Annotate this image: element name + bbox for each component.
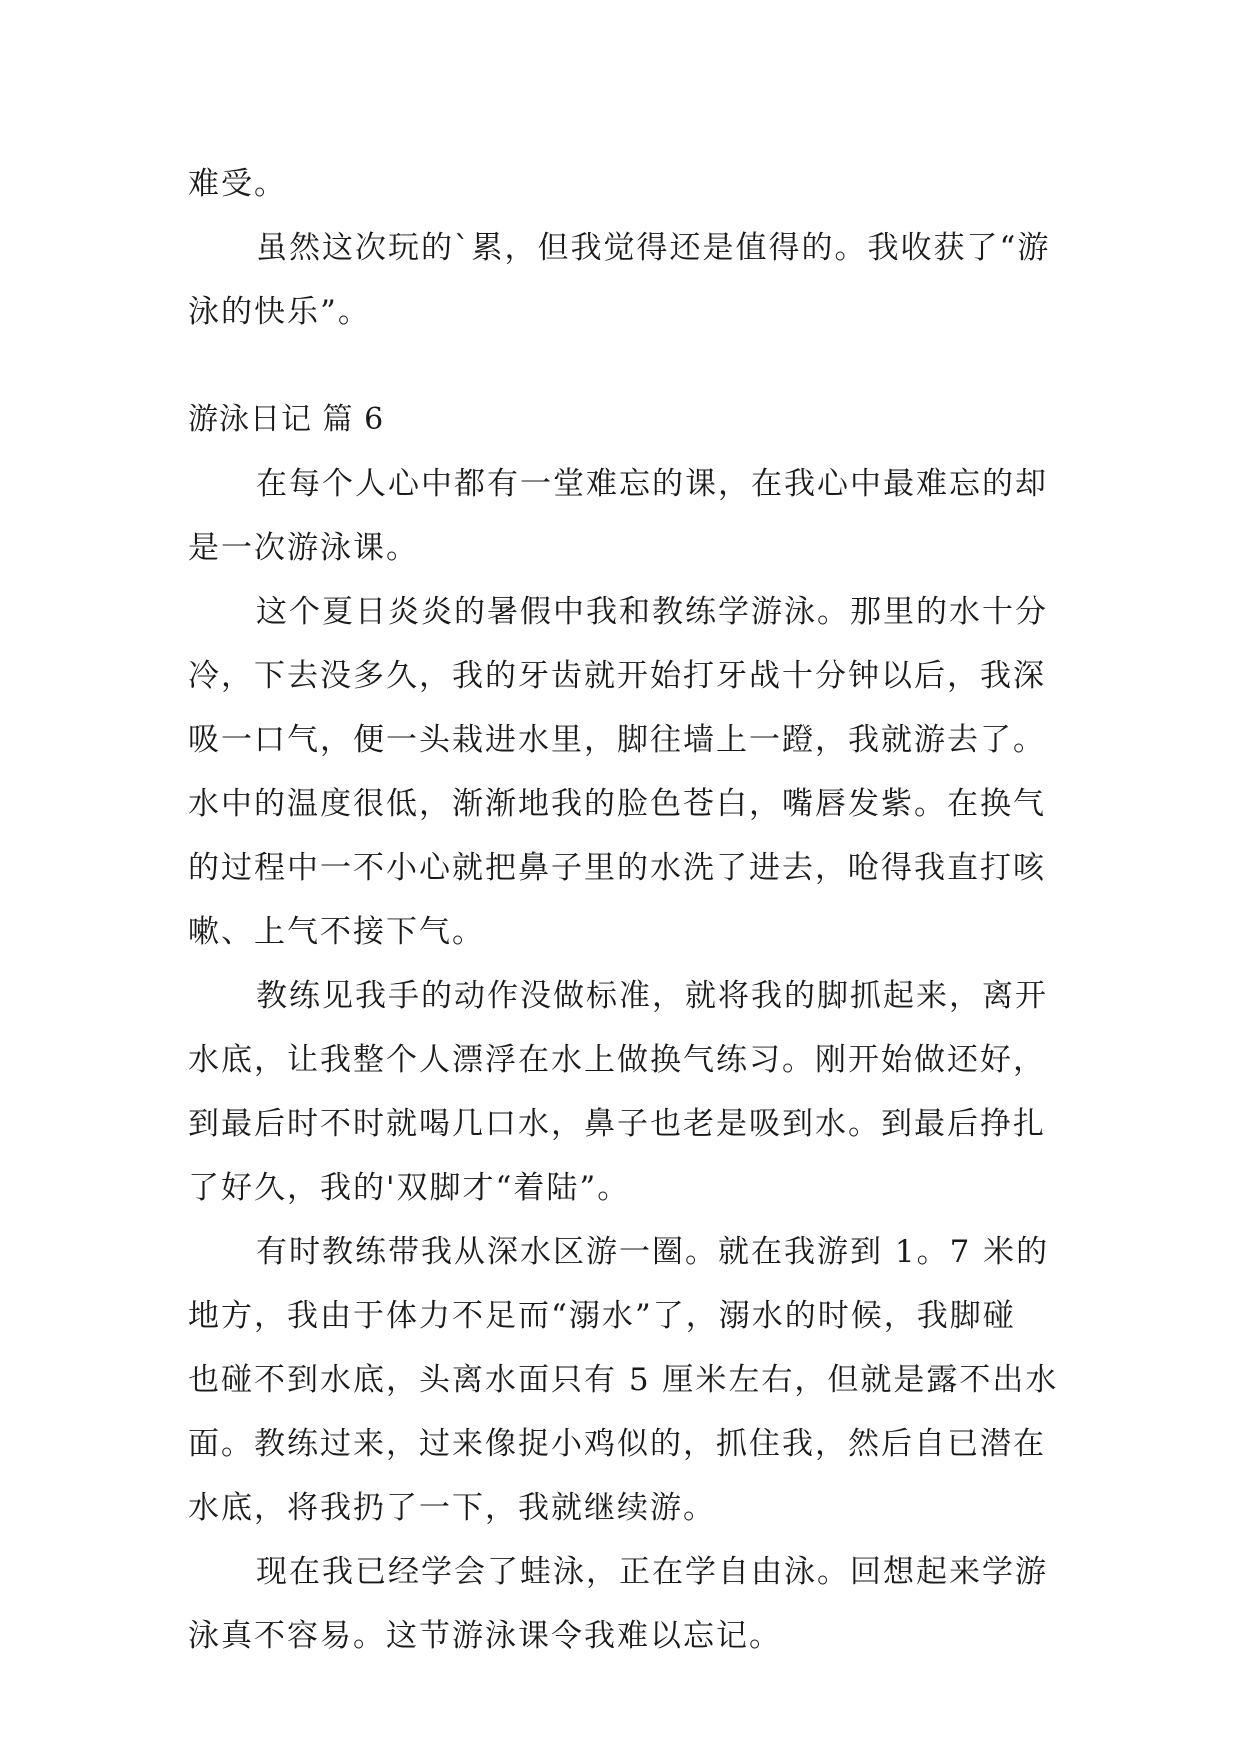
text-line: 水底，将我扔了一下，我就继续游。 [188, 1490, 716, 1526]
section-heading: 游泳日记 篇 6 [188, 402, 385, 437]
paragraph-first-line: 教练见我手的动作没做标准，就将我的脚抓起来，离开 [256, 978, 1048, 1014]
text-line: 冷，下去没多久，我的牙齿就开始打牙战十分钟以后，我深 [188, 658, 1046, 694]
text-line: 嗽、上气不接下气。 [188, 914, 485, 950]
paragraph-first-line: 虽然这次玩的`累，但我觉得还是值得的。我收获了“游 [256, 230, 1051, 266]
paragraph-first-line: 这个夏日炎炎的暑假中我和教练学游泳。那里的水十分 [256, 594, 1048, 630]
paragraph-first-line: 有时教练带我从深水区游一圈。就在我游到 1。7 米的 [256, 1234, 1050, 1270]
text-line: 难受。 [188, 166, 287, 202]
text-line: 也碰不到水底，头离水面只有 5 厘米左右，但就是露不出水 [188, 1362, 1059, 1398]
text-line: 水中的温度很低，渐渐地我的脸色苍白，嘴唇发紫。在换气 [188, 786, 1046, 822]
text-line: 面。教练过来，过来像捉小鸡似的，抓住我，然后自已潜在 [188, 1426, 1046, 1462]
text-line: 到最后时不时就喝几口水，鼻子也老是吸到水。到最后挣扎 [188, 1106, 1046, 1142]
text-line: 的过程中一不小心就把鼻子里的水洗了进去，呛得我直打咳 [188, 850, 1046, 886]
text-line: 水底，让我整个人漂浮在水上做换气练习。刚开始做还好， [188, 1042, 1046, 1078]
text-line: 泳真不容易。这节游泳课令我难以忘记。 [188, 1618, 782, 1654]
text-line: 泳的快乐”。 [188, 294, 371, 330]
paragraph-first-line: 在每个人心中都有一堂难忘的课，在我心中最难忘的却 [256, 466, 1048, 502]
text-line: 地方，我由于体力不足而“溺水”了，溺水的时候，我脚碰 [188, 1298, 1016, 1334]
text-line: 了好久，我的'双脚才“着陆”。 [188, 1170, 631, 1206]
paragraph-first-line: 现在我已经学会了蛙泳，正在学自由泳。回想起来学游 [256, 1554, 1048, 1590]
text-line: 是一次游泳课。 [188, 530, 419, 566]
text-line: 吸一口气，便一头栽进水里，脚往墙上一蹬，我就游去了。 [188, 722, 1046, 758]
